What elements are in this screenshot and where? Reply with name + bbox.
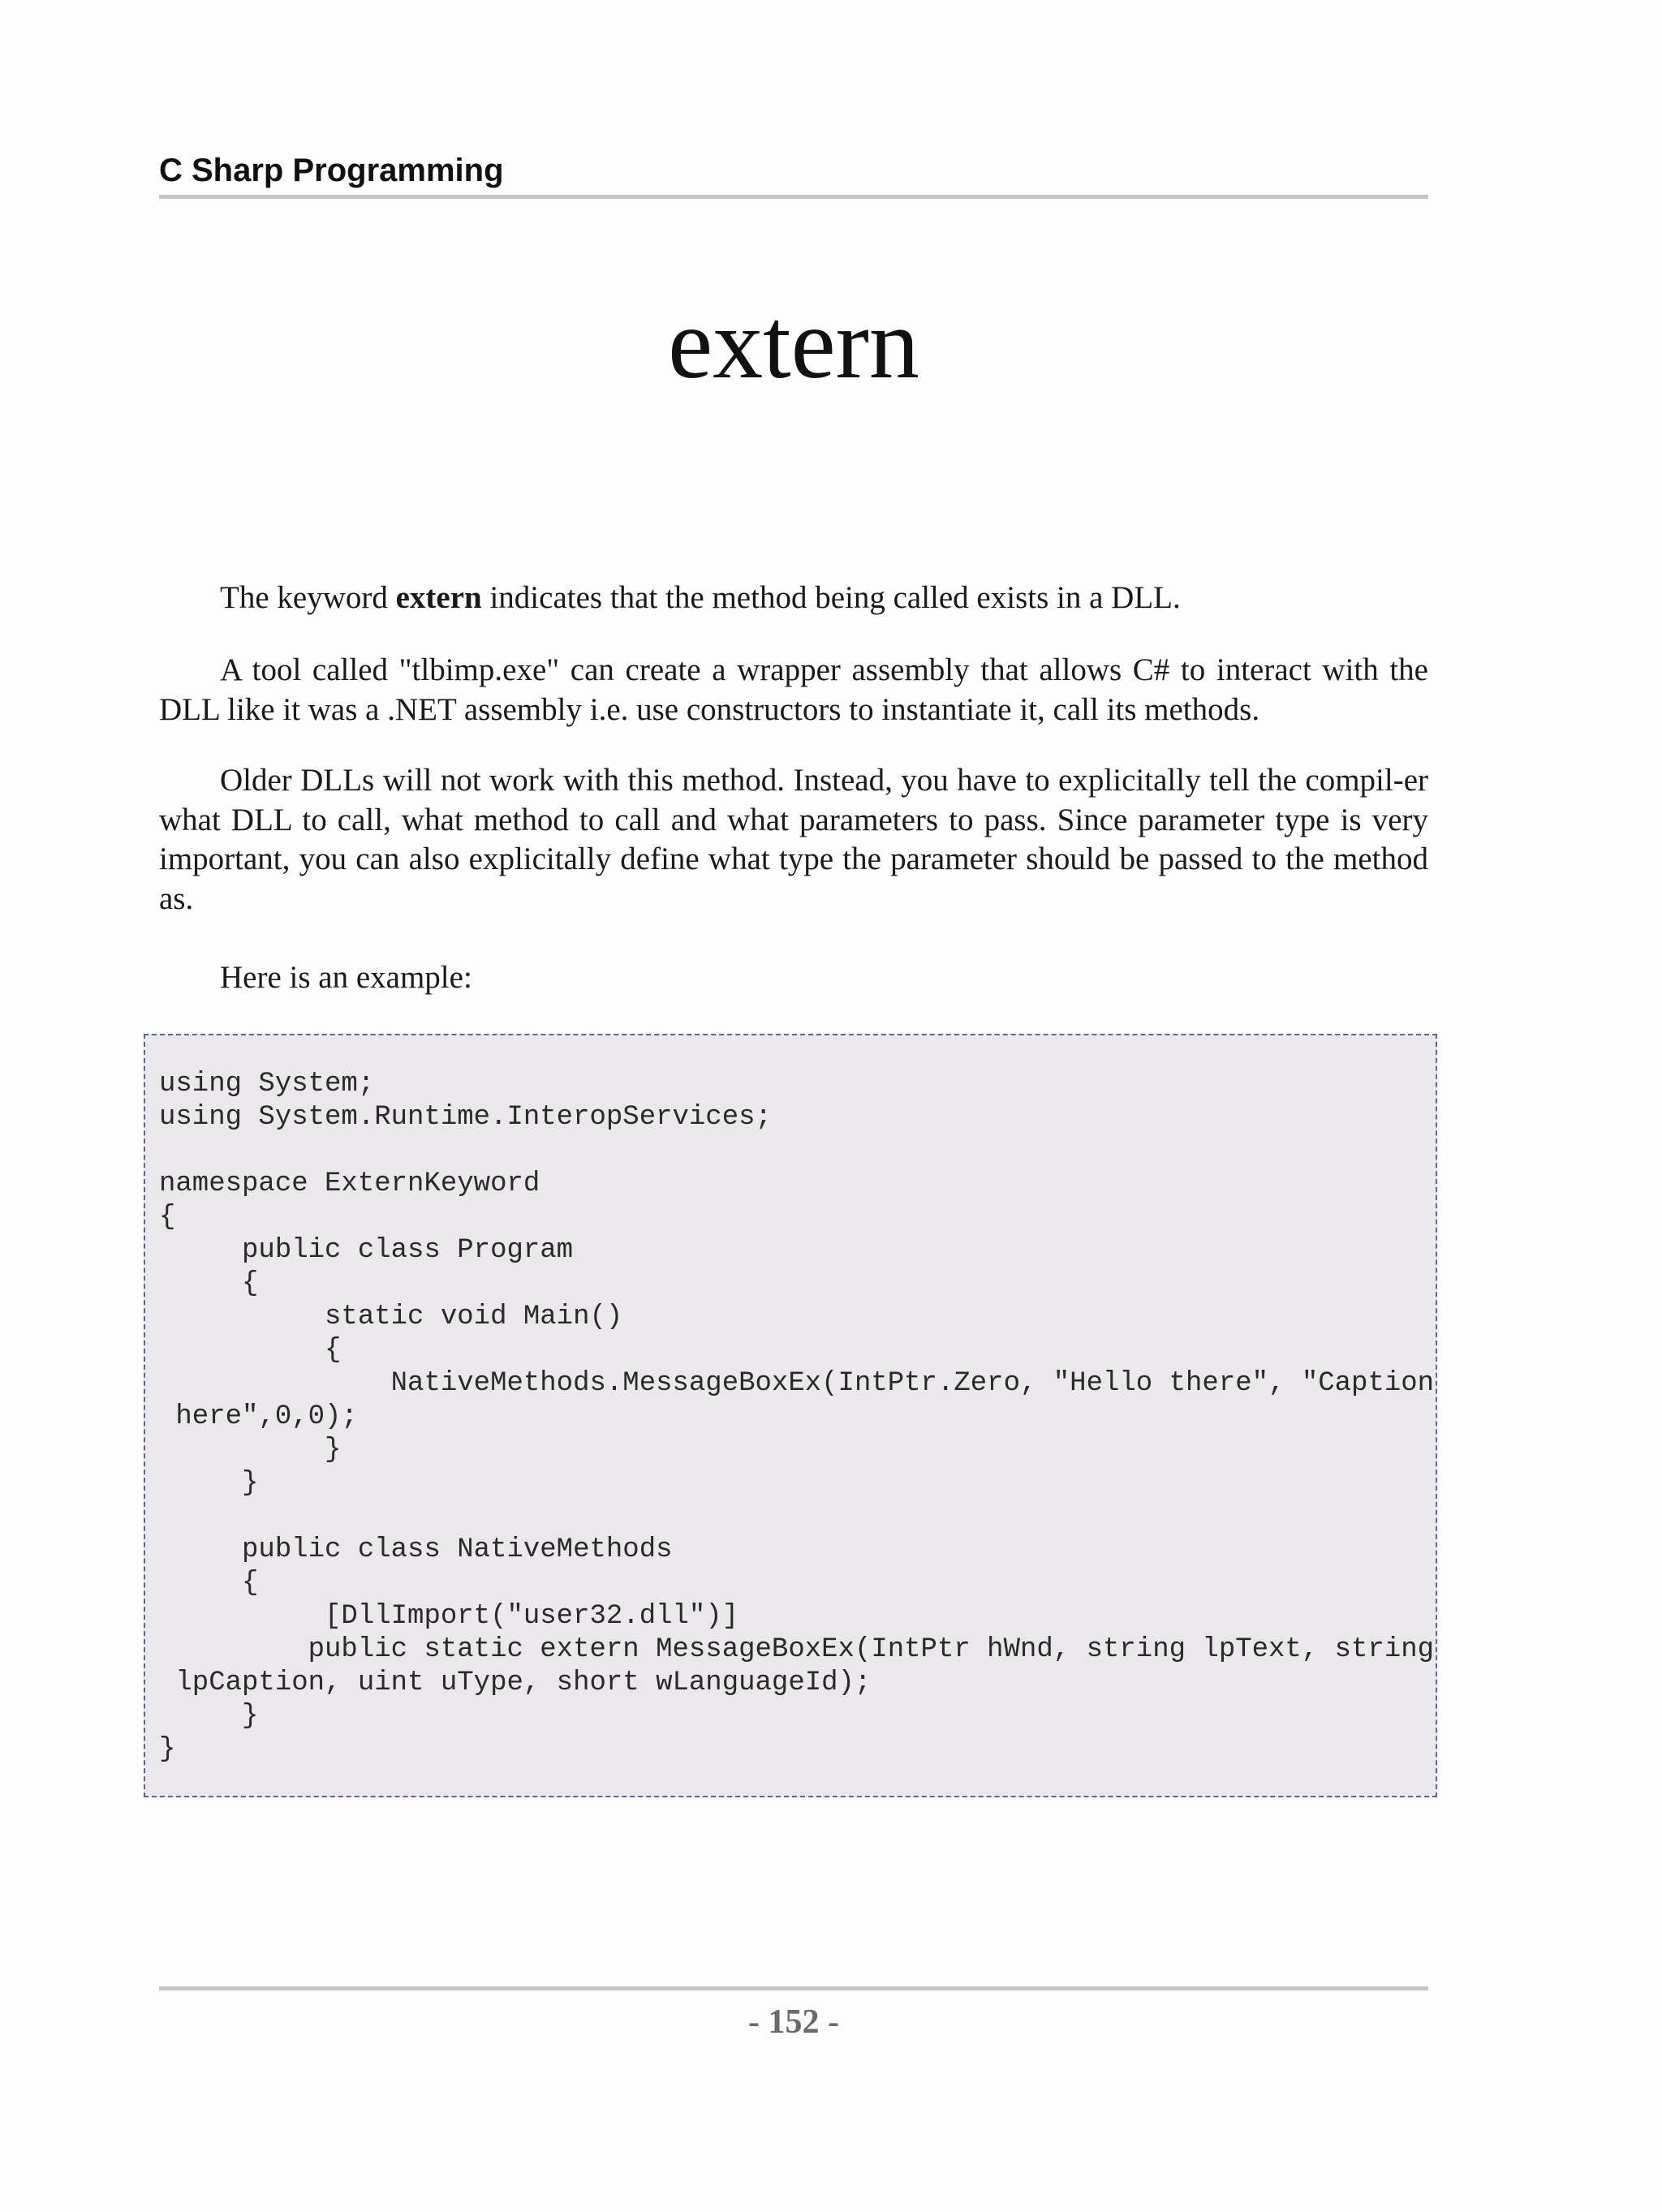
- footer-divider: [159, 1986, 1428, 1990]
- code-example: using System; using System.Runtime.InteropServices; namespace ExternKeyword { public class Program { static void Main() { NativeMethods.MessageBoxEx(IntPtr.Zero, "Hello there", "Caption here",0,0); } } public class NativeMethods { [DllImport("user32.dll")] public static extern MessageBoxEx(IntPtr hWnd, string lpText, string lpCaption, uint uType, short wLanguageId); } }: [159, 1069, 1435, 1765]
- running-header: C Sharp Programming: [159, 153, 504, 188]
- code-example-box: [144, 1034, 1437, 1797]
- paragraph-intro: [159, 579, 1428, 618]
- paragraph-tlbimp: A tool called "tlbimp.exe" can create a wrapper assembly that allows C# to interact with the DLL like it was a .NET assembly i.e. use constructors to instantiate it, call its methods.: [159, 652, 1428, 727]
- paragraph-older-dlls: Older DLLs will not work with this method. Instead, you have to explicitally tell the compil-er what DLL to call, what method to call and what parameters to pass. Since parameter type is very important, you can also explicitally define what type the parameter should be passed to the method as.: [159, 763, 1428, 916]
- page-number: - 152 -: [748, 2003, 839, 2041]
- header-divider: [159, 195, 1428, 199]
- paragraph-intro-lead: The keyword: [220, 580, 396, 615]
- chapter-title: extern: [668, 288, 919, 399]
- paragraph-example-intro: Here is an example:: [220, 960, 472, 995]
- keyword-extern: extern: [395, 580, 482, 615]
- paragraph-intro-rest: indicates that the method being called exists in a DLL.: [481, 580, 1181, 615]
